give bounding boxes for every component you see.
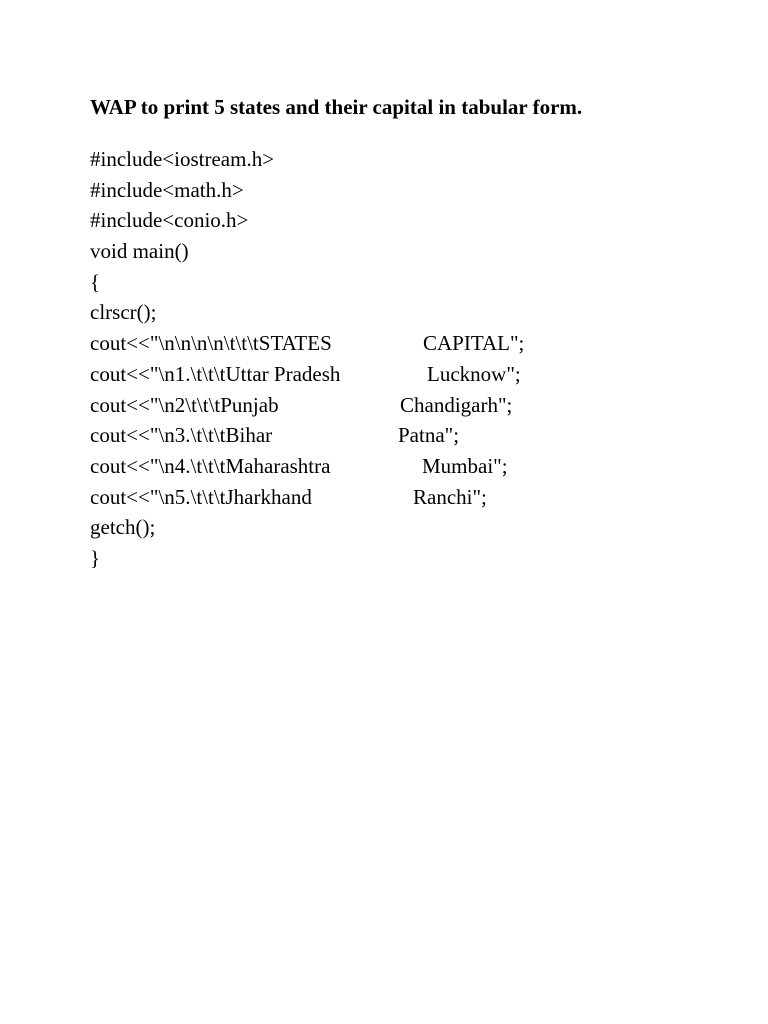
code-line-include-iostream: #include<iostream.h> bbox=[90, 147, 275, 171]
code-line-main-signature: void main() bbox=[90, 239, 189, 264]
row-4-code: cout<<"\n4.\t\t\tMaharashtra bbox=[90, 453, 331, 478]
question-heading: WAP to print 5 states and their capital in tabular form. bbox=[90, 95, 583, 119]
code-line-header-row bbox=[90, 328, 730, 359]
code-line-close-brace: } bbox=[90, 545, 101, 570]
row-4-capital: Mumbai"; bbox=[422, 453, 508, 478]
code-line-row-2 bbox=[90, 390, 730, 421]
row-5-capital: Ranchi"; bbox=[413, 484, 487, 509]
code-line-clrscr: clrscr(); bbox=[90, 300, 157, 325]
header-row-code: cout<<"\n\n\n\n\t\t\tSTATES bbox=[90, 331, 332, 356]
code-line-row-1 bbox=[90, 359, 730, 390]
row-3-capital: Patna"; bbox=[398, 423, 460, 448]
code-line-include-math: #include<math.h> bbox=[90, 177, 244, 202]
row-1-code: cout<<"\n1.\t\t\tUttar Pradesh bbox=[90, 361, 341, 386]
code-line-getch: getch(); bbox=[90, 515, 156, 540]
code-line-open-brace: { bbox=[90, 269, 101, 294]
header-row-capital: CAPITAL"; bbox=[423, 331, 525, 356]
row-1-capital: Lucknow"; bbox=[427, 361, 521, 386]
row-2-code: cout<<"\n2\t\t\tPunjab bbox=[90, 392, 279, 417]
code-line-row-4 bbox=[90, 451, 730, 482]
code-line-include-conio: #include<conio.h> bbox=[90, 208, 249, 233]
row-2-capital: Chandigarh"; bbox=[400, 392, 513, 417]
code-line-row-5 bbox=[90, 482, 730, 513]
code-listing bbox=[90, 144, 730, 574]
row-5-code: cout<<"\n5.\t\t\tJharkhand bbox=[90, 484, 312, 509]
row-3-code: cout<<"\n3.\t\t\tBihar bbox=[90, 423, 273, 448]
code-line-row-3 bbox=[90, 420, 730, 451]
